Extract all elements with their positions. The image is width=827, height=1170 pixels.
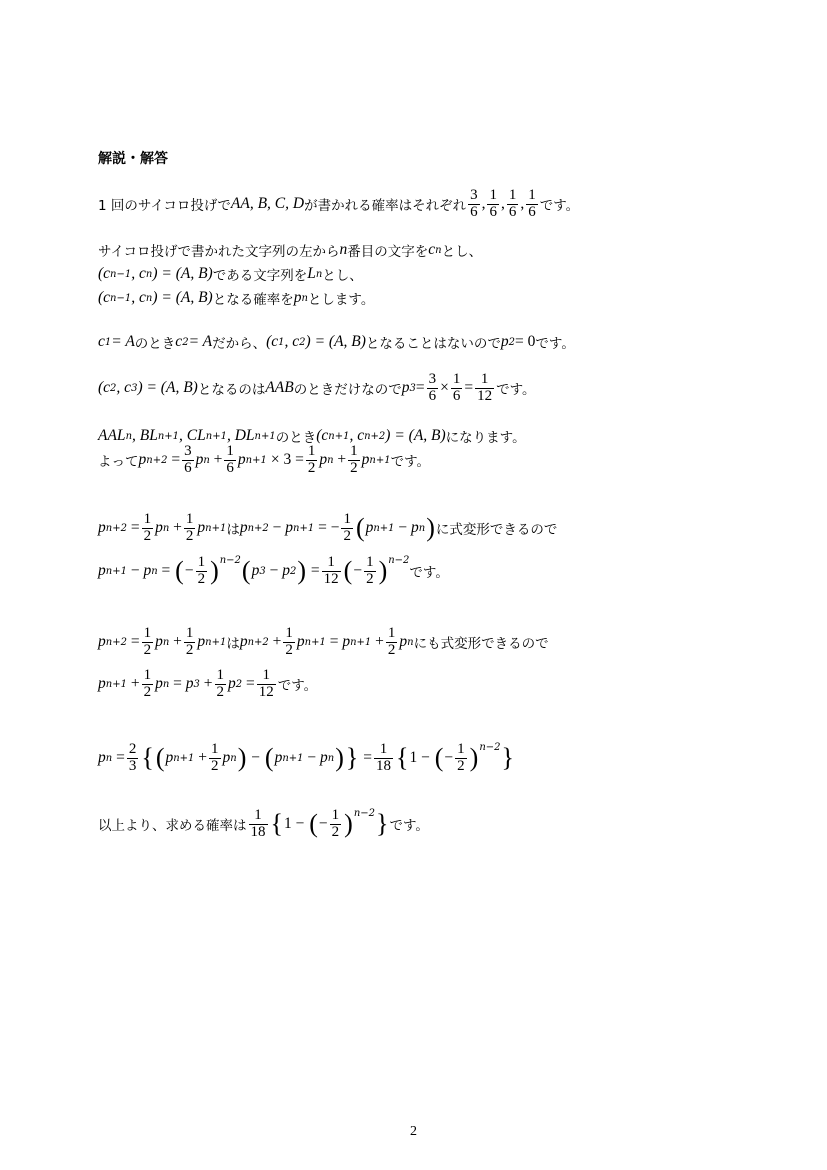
text: 1 回のサイコロ投げで [98,198,231,215]
sum-transform: p n+2 = $\frac{1}{2}$ p n + $\frac{1}{2}$ p n+1 は p n+2 + $\frac{1}{2}$ p n+1 = p n+1 + $\frac{1}{2}$ p n にも式変形できるので [98,625,549,658]
pn-formula: p n = $\frac{2}{3}$ { ( p n+1 + $\frac{1}{2}$ p n ) − ( p n+1 − p n ) } = $\frac{1}{18}$ { 1 − ( − $\frac{1}{2}$ ) $^{n-2}$ } [98,741,515,774]
difference-solution: p n+1 − p n = ( − $\frac{1}{2}$ ) $^{n-2}$ ( p 3 − p 2 ) = $\frac{1}{12}$ ( − $\frac{1}{2}$ ) $^{n-2}$ です。 [98,554,449,587]
definition-ln: (c n−1 , c n ) = (A, B) である文字列を L n とし、 [98,265,363,284]
fraction: $\frac{3}{6}$ [470,187,478,220]
fraction: $\frac{1}{6}$ [508,187,517,220]
conclusion: 以上より、求める確率は $\frac{1}{18}$ { 1 − ( − $\frac{1}{2}$ ) $^{n-2}$ } です。 [98,807,429,840]
definition-cn: サイコロ投げで書かれた文字列の左から n 番目の文字を c n とし、 [98,241,483,260]
p2-derivation: c 1 = A のとき c 2 = A だから、 (c 1 , c 2 ) = (A, B) となることはないので p 2 = 0 です。 [98,333,575,352]
difference-transform: p n+2 = $\frac{1}{2}$ p n + $\frac{1}{2}$ p n+1 は p n+2 − p n+1 = − $\frac{1}{2}$ ( p n+1 − p n ) に式変形できるので [98,511,558,544]
recurrence-formula: よって p n+2 = $\frac{3}{6}$ p n + $\frac{1}{6}$ p n+1 × 3 = $\frac{1}{2}$ p n + $\frac{1}{2}$ p n+1 です。 [98,443,430,476]
text: が書かれる確率はそれぞれ [304,198,467,215]
text: です。 [539,198,580,215]
section-heading: 解説・解答 [98,151,168,167]
transition-cases: AAL n , BL n+1 , CL n+1 , DL n+1 のとき (c n+1 , c n+2 ) = (A, B) になります。 [98,427,526,446]
p3-derivation: (c 2 , c 3 ) = (A, B) となるのは AAB のときだけなので p 3 = $\frac{3}{6}$ × $\frac{1}{6}$ = $\frac{1}{12}$ です。 [98,371,536,404]
fraction: $\frac{1}{6}$ [528,187,536,220]
paragraph-probabilities: 1 回のサイコロ投げで AA, B, C, D が書かれる確率はそれぞれ $\frac{3}{6}$ , $\frac{1}{6}$ , $\frac{1}{6}$ , $\frac{1}{6}$ です。 [98,187,580,220]
fraction: $\frac{1}{6}$ [489,187,497,220]
math: AA, B, C, D [230,195,305,213]
page-number: 2 [410,1124,417,1139]
definition-pn: (c n−1 , c n ) = (A, B) となる確率を p n とします。 [98,289,375,308]
sum-solution: p n+1 + $\frac{1}{2}$ p n = p 3 + $\frac{1}{2}$ p 2 = $\frac{1}{12}$ です。 [98,667,318,700]
